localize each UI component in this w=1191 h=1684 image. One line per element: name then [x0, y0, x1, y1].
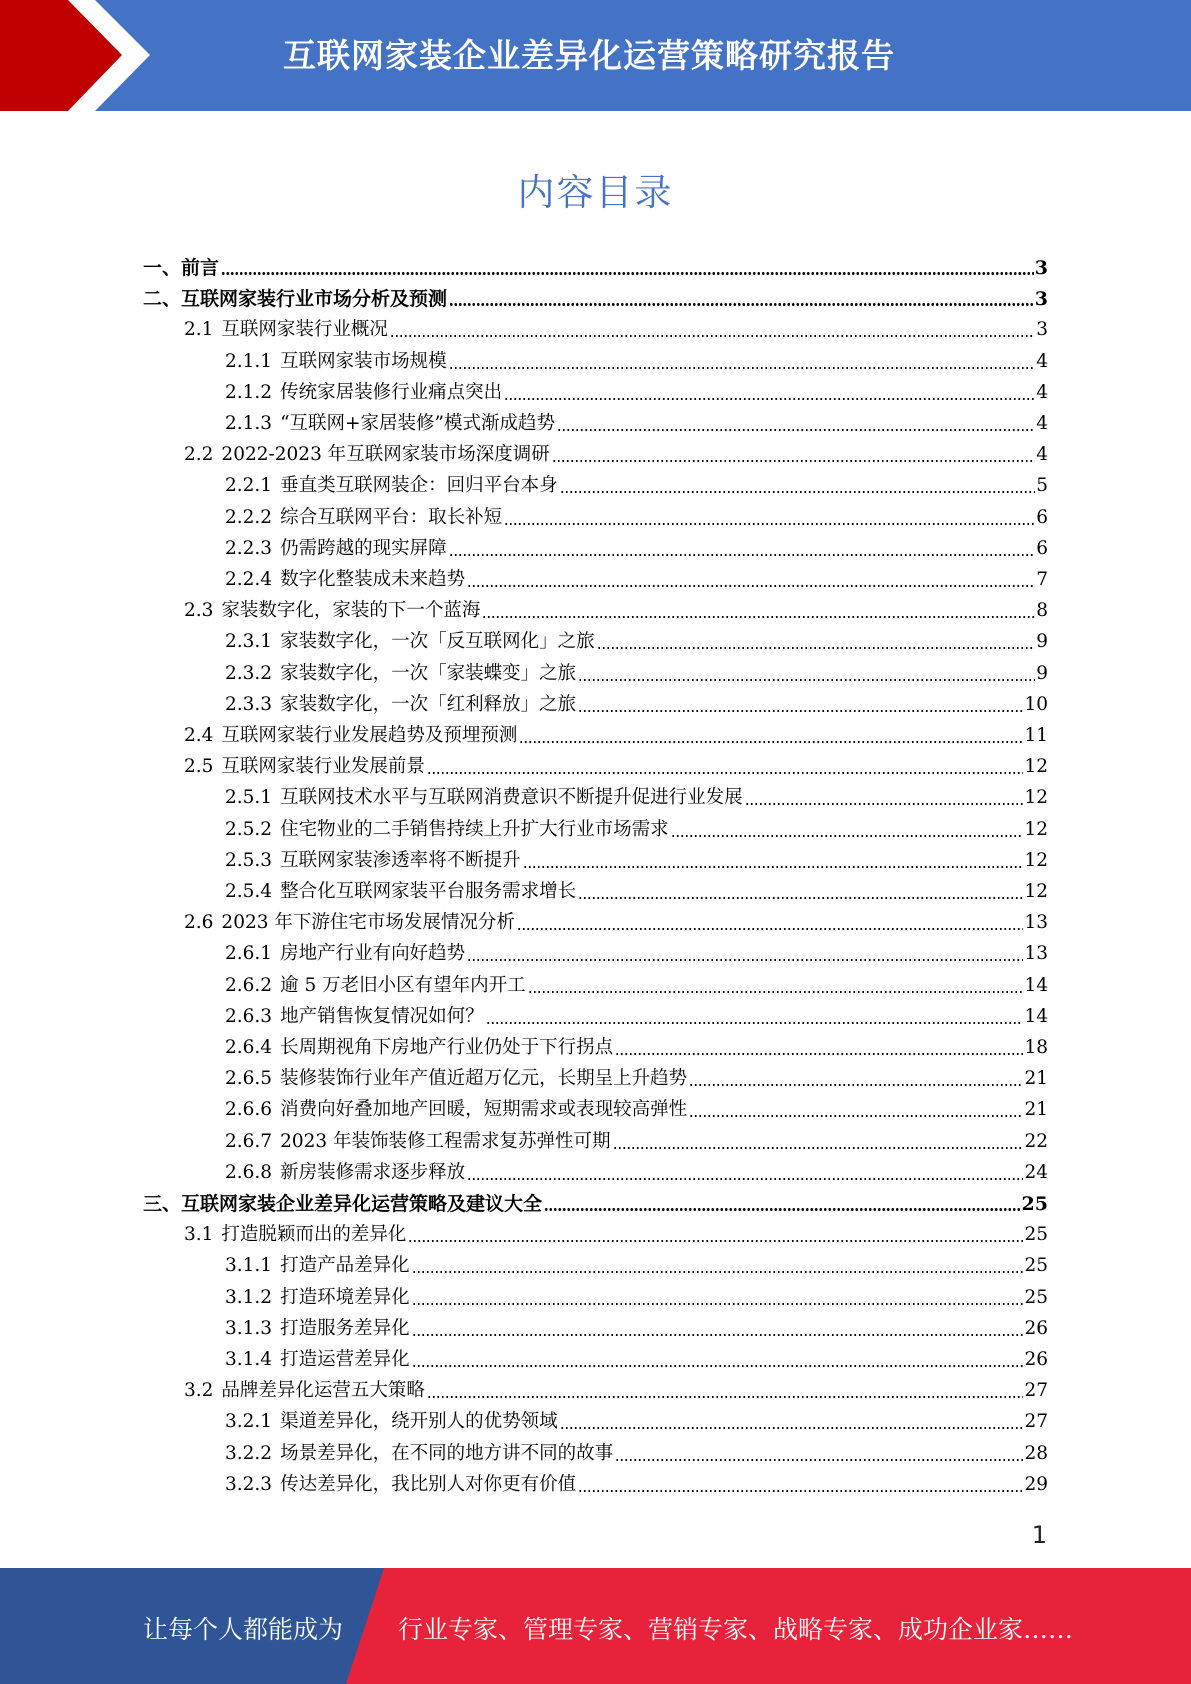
toc-entry-title: 互联网家装行业发展趋势及预埋预测 — [221, 725, 518, 746]
toc-entry-page: 11 — [1024, 725, 1048, 746]
toc-entry[interactable] — [184, 596, 1048, 622]
toc-entry-number: 3.1.4 — [225, 1349, 273, 1370]
toc-dot-leader — [615, 1053, 1023, 1055]
toc-entry-page: 26 — [1024, 1317, 1048, 1339]
toc-entry-number: 2.5.2 — [225, 818, 273, 840]
toc-entry-page: 6 — [1036, 506, 1048, 528]
toc-entry-number: 2.1.3 — [225, 413, 273, 434]
toc-dot-leader — [528, 991, 1024, 993]
toc-entry[interactable] — [225, 877, 1048, 903]
toc-dot-leader — [613, 1147, 1024, 1149]
toc-entry-title: 互联网家装行业市场分析及预测 — [181, 288, 448, 311]
toc-entry[interactable] — [225, 378, 1048, 404]
toc-heading: 内容目录 — [517, 171, 674, 214]
toc-dot-leader — [560, 491, 1036, 493]
toc-entry[interactable] — [184, 440, 1048, 466]
toc-entry-title: 家装数字化，家装的下一个蓝海 — [221, 600, 481, 622]
toc-entry-number: 2.6.6 — [225, 1099, 273, 1121]
toc-entry-title: 家装数字化，一次「红利释放」之旅 — [280, 693, 577, 715]
toc-entry-title: 2023 年装饰装修工程需求复苏弹性可期 — [280, 1130, 611, 1152]
toc-entry-page: 14 — [1024, 974, 1048, 996]
toc-dot-leader — [745, 803, 1024, 805]
toc-entry-title: 2023 年下游住宅市场发展情况分析 — [221, 912, 515, 934]
toc-entry-page: 4 — [1036, 350, 1048, 372]
toc-entry[interactable] — [225, 815, 1048, 841]
toc-dot-leader — [560, 1427, 1024, 1429]
toc-entry-number: 3.2.1 — [225, 1411, 273, 1433]
toc-entry[interactable] — [225, 1002, 1048, 1028]
toc-dot-leader — [221, 272, 1034, 275]
toc-entry-number: 2.6.8 — [225, 1161, 273, 1183]
toc-dot-leader — [578, 679, 1035, 681]
toc-entry[interactable] — [225, 971, 1048, 997]
toc-entry-page: 21 — [1024, 1099, 1048, 1121]
toc-entry[interactable] — [225, 409, 1048, 435]
toc-entry-number: 2.6.5 — [225, 1068, 273, 1090]
toc-entry[interactable] — [225, 534, 1048, 560]
toc-dot-leader — [504, 523, 1035, 525]
toc-entry-number: 2.5.1 — [225, 787, 273, 809]
toc-entry-title: 综合互联网平台：取长补短 — [280, 506, 503, 528]
toc-entry[interactable] — [225, 627, 1048, 653]
toc-entry-number: 3.1.1 — [225, 1255, 273, 1277]
toc-entry-title: 打造产品差异化 — [280, 1255, 410, 1277]
toc-entry-title: 仍需跨越的现实屏障 — [280, 537, 447, 559]
toc-entry-page: 22 — [1024, 1130, 1048, 1152]
toc-entry-number: 2.5 — [184, 756, 214, 778]
toc-entry-page: 25 — [1021, 1193, 1048, 1215]
toc-entry[interactable] — [225, 1470, 1048, 1496]
toc-entry-title: 传统家居装修行业痛点突出 — [280, 381, 503, 403]
toc-entry-title: “互联网+家居装修”模式渐成趋势 — [280, 413, 555, 434]
toc-entry-page: 7 — [1036, 569, 1048, 590]
toc-dot-leader — [517, 928, 1024, 930]
toc-entry-page: 13 — [1024, 912, 1048, 934]
toc-entry-page: 12 — [1024, 849, 1048, 871]
toc-entry[interactable] — [184, 1376, 1048, 1402]
toc-entry-number: 2.1.2 — [225, 381, 273, 403]
toc-entry-number: 一、 — [143, 257, 182, 279]
toc-entry-number: 2.1 — [184, 319, 214, 341]
toc-entry-title: 打造脱颖而出的差异化 — [221, 1224, 407, 1246]
toc-entry-number: 2.3.3 — [225, 693, 273, 715]
toc-entry-page: 27 — [1024, 1411, 1048, 1433]
toc-entry-page: 3 — [1034, 257, 1048, 279]
toc-entry-number: 2.2.2 — [225, 506, 273, 528]
toc-entry-title: 互联网家装行业发展前景 — [221, 756, 425, 778]
toc-dot-leader — [689, 1084, 1023, 1086]
toc-entry-number: 2.2.3 — [225, 537, 273, 559]
toc-entry-number: 3.2.3 — [225, 1473, 273, 1495]
toc-entry-page: 26 — [1024, 1349, 1048, 1370]
toc-entry-page: 3 — [1036, 319, 1048, 341]
toc-entry-number: 2.5.4 — [225, 881, 273, 902]
toc-entry-title: 住宅物业的二手销售持续上升扩大行业市场需求 — [280, 818, 669, 840]
toc-entry-page: 9 — [1036, 631, 1048, 653]
toc-dot-leader — [689, 1115, 1023, 1117]
toc-entry-title: 逾 5 万老旧小区有望年内开工 — [280, 974, 526, 996]
toc-entry-page: 21 — [1024, 1068, 1048, 1090]
toc-dot-leader — [467, 585, 1035, 587]
toc-entry[interactable] — [143, 1189, 1048, 1215]
toc-entry-title: 互联网家装行业概况 — [221, 319, 388, 341]
toc-dot-leader — [504, 398, 1035, 400]
toc-entry-title: 互联网家装市场规模 — [280, 350, 447, 372]
report-title: 互联网家装企业差异化运营策略研究报告 — [283, 36, 895, 75]
toc-dot-leader — [486, 1022, 1024, 1024]
toc-entry-title: 场景差异化，在不同的地方讲不同的故事 — [280, 1442, 614, 1464]
toc-entry-title: 打造环境差异化 — [280, 1286, 410, 1308]
toc-entry[interactable] — [184, 752, 1048, 778]
toc-entry[interactable] — [225, 939, 1048, 965]
toc-dot-leader — [578, 1490, 1023, 1492]
toc-entry[interactable] — [184, 315, 1048, 341]
toc-entry-number: 2.1.1 — [225, 350, 273, 372]
toc-entry-title: 长周期视角下房地产行业仍处于下行拐点 — [280, 1037, 614, 1058]
toc-entry-title: 装修装饰行业年产值近超万亿元，长期呈上升趋势 — [280, 1068, 688, 1090]
toc-dot-leader — [578, 710, 1023, 712]
toc-entry-title: 打造运营差异化 — [280, 1349, 410, 1370]
toc-entry-page: 12 — [1024, 818, 1048, 840]
toc-entry-number: 2.2.4 — [225, 569, 273, 590]
toc-entry[interactable] — [184, 908, 1048, 934]
toc-entry[interactable] — [225, 1345, 1048, 1371]
toc-dot-leader — [519, 741, 1023, 743]
toc-dot-leader — [671, 835, 1024, 837]
toc-entry-title: 互联网家装企业差异化运营策略及建议大全 — [181, 1193, 543, 1215]
toc-entry[interactable] — [225, 1314, 1048, 1340]
toc-dot-leader — [412, 1303, 1024, 1305]
toc-entry-number: 2.2 — [184, 444, 214, 466]
toc-entry[interactable] — [225, 347, 1048, 373]
toc-entry-page: 8 — [1036, 600, 1048, 622]
toc-dot-leader — [597, 647, 1036, 649]
toc-entry[interactable] — [184, 1220, 1048, 1246]
toc-entry-title: 互联网家装渗透率将不断提升 — [280, 849, 521, 871]
toc-entry[interactable] — [225, 565, 1048, 591]
toc-entry-page: 4 — [1036, 381, 1048, 403]
toc-entry-number: 2.2.1 — [225, 475, 273, 497]
toc-dot-leader — [412, 1365, 1024, 1367]
toc-dot-leader — [412, 1334, 1024, 1336]
toc-dot-leader — [408, 1240, 1023, 1242]
toc-entry-title: 互联网技术水平与互联网消费意识不断提升促进行业发展 — [280, 787, 743, 809]
toc-entry-number: 2.4 — [184, 725, 214, 746]
toc-entry[interactable] — [225, 1095, 1048, 1121]
toc-entry-title: 前言 — [181, 257, 220, 279]
toc-entry-page: 29 — [1024, 1473, 1048, 1495]
toc-dot-leader — [449, 303, 1034, 306]
toc-dot-leader — [578, 897, 1023, 899]
toc-entry-title: 垂直类互联网装企：回归平台本身 — [280, 475, 558, 497]
toc-entry-number: 2.6.4 — [225, 1037, 273, 1058]
toc-entry-number: 3.2 — [184, 1380, 214, 1402]
toc-entry-number: 2.6.7 — [225, 1130, 273, 1152]
page-number: 1 — [1031, 1521, 1047, 1549]
toc-entry-page: 12 — [1024, 881, 1048, 902]
toc-dot-leader — [482, 616, 1035, 618]
toc-entry-page: 14 — [1024, 1005, 1048, 1027]
toc-entry[interactable] — [225, 1064, 1048, 1090]
toc-entry[interactable] — [225, 846, 1048, 872]
toc-entry-page: 12 — [1024, 787, 1048, 809]
toc-entry[interactable] — [225, 659, 1048, 685]
toc-entry-title: 新房装修需求逐步释放 — [280, 1161, 466, 1183]
toc-entry-title: 品牌差异化运营五大策略 — [221, 1380, 425, 1402]
toc-entry-title: 地产销售恢复情况如何？ — [280, 1005, 484, 1027]
toc-entry[interactable] — [143, 253, 1048, 279]
toc-entry-number: 2.6 — [184, 912, 214, 934]
toc-entry-number: 三、 — [143, 1193, 182, 1215]
toc-dot-leader — [552, 460, 1036, 462]
toc-entry-title: 打造服务差异化 — [280, 1317, 410, 1339]
toc-dot-leader — [427, 772, 1024, 774]
footer-slogan-right: 行业专家、管理专家、营销专家、战略专家、成功企业家…… — [398, 1615, 1074, 1644]
toc-entry[interactable] — [225, 783, 1048, 809]
toc-dot-leader — [412, 1271, 1024, 1273]
toc-entry-number: 2.3.2 — [225, 662, 273, 684]
toc-entry-title: 2022-2023 年互联网家装市场深度调研 — [221, 444, 550, 466]
toc-entry[interactable] — [225, 1158, 1048, 1184]
toc-entry-number: 2.6.2 — [225, 974, 273, 996]
toc-dot-leader — [390, 335, 1035, 337]
toc-entry-number: 3.1.3 — [225, 1317, 273, 1339]
toc-entry[interactable] — [225, 1439, 1048, 1465]
toc-entry-number: 3.2.2 — [225, 1442, 273, 1464]
toc-dot-leader — [467, 959, 1023, 961]
toc-entry-title: 房地产行业有向好趋势 — [280, 943, 466, 965]
toc-entry-page: 25 — [1024, 1286, 1048, 1308]
toc-entry-number: 2.6.1 — [225, 943, 273, 965]
toc-entry[interactable] — [143, 284, 1048, 310]
toc-entry-page: 3 — [1034, 288, 1048, 311]
toc-entry-number: 2.6.3 — [225, 1005, 273, 1027]
footer-banner — [0, 1568, 1191, 1684]
toc-entry-page: 6 — [1036, 537, 1048, 559]
toc-entry-page: 12 — [1024, 756, 1048, 778]
toc-entry-number: 2.5.3 — [225, 849, 273, 871]
toc-entry[interactable] — [225, 1127, 1048, 1153]
toc-entry-page: 13 — [1024, 943, 1048, 965]
header-banner — [0, 0, 1191, 111]
toc-entry-page: 25 — [1024, 1255, 1048, 1277]
footer-slogan-left: 让每个人都能成为 — [143, 1615, 344, 1644]
toc-entry-page: 18 — [1024, 1037, 1048, 1058]
toc-entry[interactable] — [184, 721, 1048, 747]
toc-dot-leader — [427, 1396, 1024, 1398]
toc-entry-title: 整合化互联网家装平台服务需求增长 — [280, 881, 577, 902]
toc-entry-title: 家装数字化，一次「家装蝶变」之旅 — [280, 662, 577, 684]
toc-entry-number: 2.3 — [184, 600, 214, 622]
toc-entry-number: 2.3.1 — [225, 631, 273, 653]
toc-entry-page: 9 — [1036, 662, 1048, 684]
toc-dot-leader — [523, 866, 1024, 868]
toc-entry[interactable] — [225, 690, 1048, 716]
toc-entry-page: 10 — [1024, 693, 1048, 715]
toc-entry-number: 3.1 — [184, 1224, 214, 1246]
toc-entry-page: 5 — [1036, 475, 1048, 497]
toc-entry-number: 3.1.2 — [225, 1286, 273, 1308]
toc-dot-leader — [615, 1459, 1023, 1461]
toc-entry-title: 消费向好叠加地产回暖，短期需求或表现较高弹性 — [280, 1099, 688, 1121]
toc-dot-leader — [544, 1208, 1021, 1211]
toc-dot-leader — [449, 554, 1036, 556]
toc-entry[interactable] — [225, 471, 1048, 497]
toc-entry[interactable] — [225, 1033, 1048, 1059]
toc-entry-title: 家装数字化，一次「反互联网化」之旅 — [280, 631, 595, 653]
toc-entry-page: 4 — [1036, 444, 1048, 466]
toc-entry-page: 27 — [1024, 1380, 1048, 1402]
toc-entry[interactable] — [225, 1283, 1048, 1309]
toc-entry-page: 24 — [1024, 1161, 1048, 1183]
toc-dot-leader — [449, 367, 1036, 369]
toc-entry-title: 传达差异化，我比别人对你更有价值 — [280, 1473, 577, 1495]
toc-dot-leader — [467, 1178, 1023, 1180]
toc-entry-page: 25 — [1024, 1224, 1048, 1246]
toc-entry-title: 数字化整装成未来趋势 — [280, 569, 466, 590]
toc-entry-page: 28 — [1024, 1442, 1048, 1464]
toc-entry[interactable] — [225, 1407, 1048, 1433]
toc-entry-page: 4 — [1036, 413, 1048, 434]
toc-entry-number: 二、 — [143, 288, 182, 311]
toc-entry[interactable] — [225, 503, 1048, 529]
toc-dot-leader — [557, 429, 1035, 431]
toc-entry-title: 渠道差异化，绕开别人的优势领域 — [280, 1411, 558, 1433]
toc-entry[interactable] — [225, 1251, 1048, 1277]
